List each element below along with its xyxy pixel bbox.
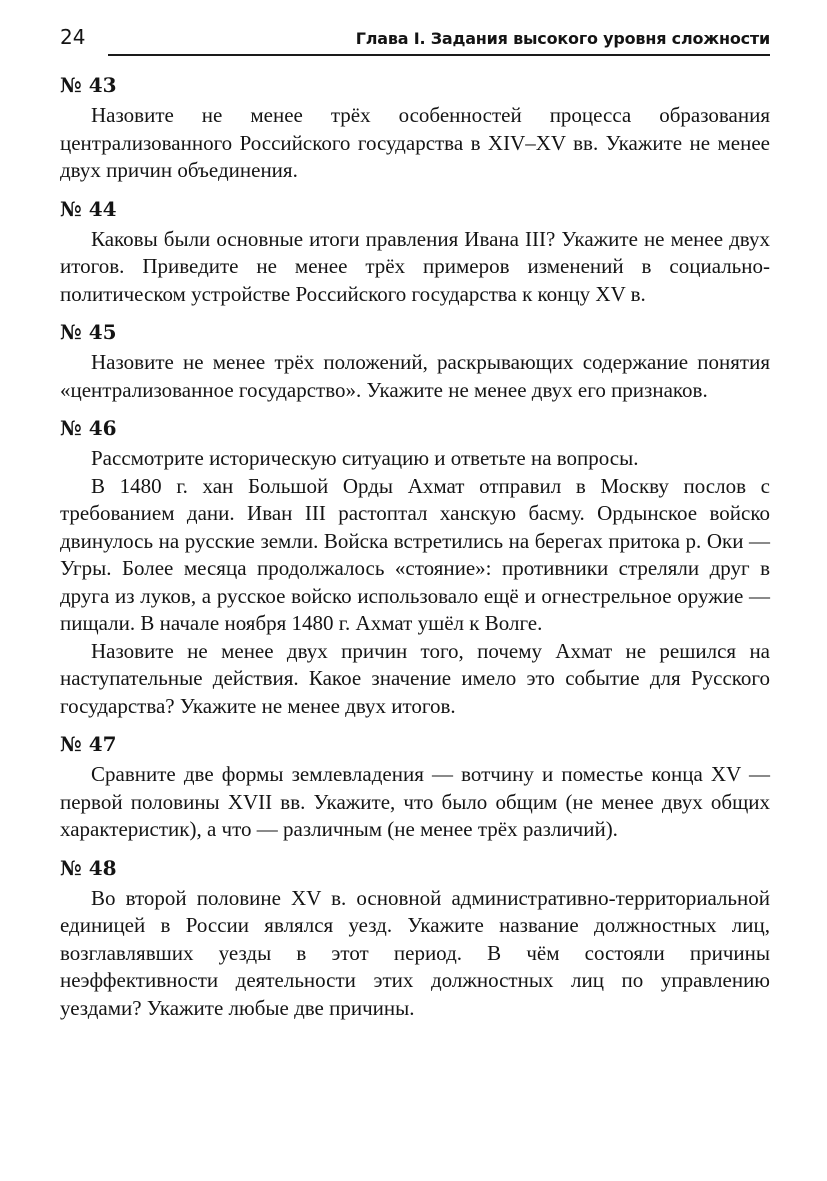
task-text: Сравните две формы землевладения — вотчину и поместье конца XV — первой половины XVII вв. Укажите, что было общим (не менее двух общих характеристик), а что — различным (не менее трёх различий). [60,762,770,841]
task-44 [60,196,770,309]
task-instruction: Рассмотрите историческую ситуацию и ответьте на вопросы. [91,446,639,470]
task-number: № 46 [60,416,117,440]
page-number: 24 [60,25,86,49]
task-number: № 48 [60,855,117,880]
task-text: Назовите не менее трёх особенностей процесса образования централизованного Российского государства в XIV–XV вв. Укажите не менее двух причин объединения. [60,103,770,182]
page-header [60,24,770,60]
task-question: Назовите не менее двух причин того, почему Ахмат не решился на наступательные действия. Какое значение имело это событие для Русского государства? Укажите не менее двух итогов. [60,638,770,718]
historical-situation-text: В 1480 г. хан Большой Орды Ахмат отправил в Москву послов с требованием дани. Иван III растоптал ханскую басму. Ордынское войско двинулось на русские земли. Войска встретились на берегах притока р. Оки — Угры. Более месяца продолжалось «стояние»: противники стреляли друг в друга из луков, а русское войско использовало ещё и огнестрельное оружие — пищали. В начале ноября 1480 г. Ахмат ушёл к Волге. [60,473,770,635]
task-number: № 45 [60,320,117,344]
task-text: Назовите не менее трёх положений, раскрывающих содержание понятия «централизованное государство». Укажите не менее двух его признаков. [60,350,770,402]
task-text: Каковы были основные итоги правления Ивана III? Укажите не менее двух итогов. Приведите не менее трёх примеров изменений в социально-политическом устройстве Российского государства к концу XV в. [60,226,770,306]
chapter-running-head: Глава I. Задания высокого уровня сложности [355,29,770,48]
task-46 [60,415,770,720]
header-rule [108,54,770,56]
task-47 [60,731,770,844]
task-45 [60,319,770,404]
task-number: № 47 [60,732,117,756]
task-43 [60,72,770,185]
task-text: Во второй половине XV в. основной административно-территориальной единицей в России являлся уезд. Укажите название должностных лиц, возглавлявших уезды в этот период. В чём состояли причины неэффективности деятельности этих должностных лиц по управлению уездами? Укажите любые две причины. [60,885,770,1020]
task-number: № 44 [60,196,117,221]
task-48 [60,855,770,1023]
task-list [60,72,770,1033]
task-number: № 43 [60,73,117,97]
